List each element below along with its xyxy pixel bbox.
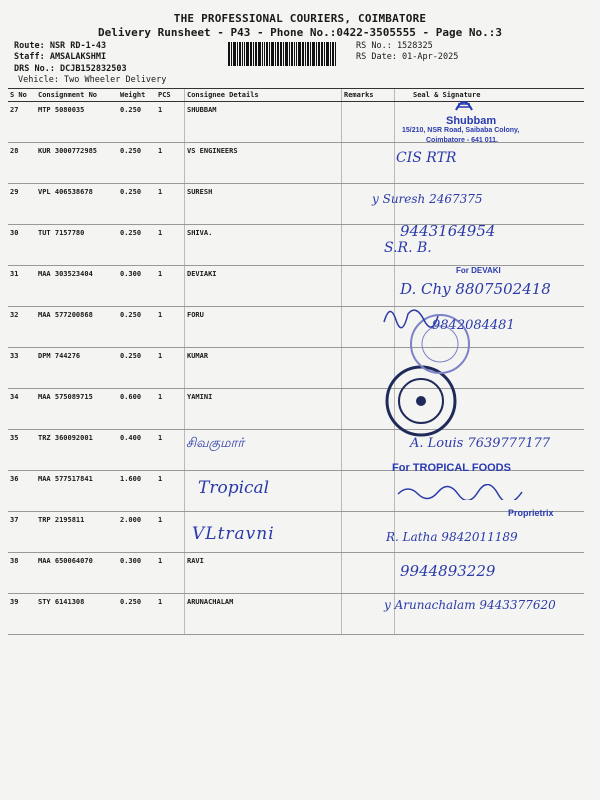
table-header-row [8, 89, 584, 102]
handwritten-name-37: VLtravni [192, 524, 275, 544]
cell-sno: 27 [8, 102, 36, 143]
cell-sno: 34 [8, 389, 36, 430]
handwritten-sig-28: CIS RTR [396, 150, 457, 166]
cell-pcs: 1 [156, 225, 185, 266]
table-row [8, 348, 584, 389]
cell-pcs: 1 [156, 430, 185, 471]
handwritten-sig-30b: S.R. B. [384, 240, 432, 256]
cell-sno: 38 [8, 553, 36, 594]
cell-weight: 0.250 [118, 225, 156, 266]
devaki-stamp: For DEVAKI [456, 266, 501, 275]
cell-weight: 0.250 [118, 348, 156, 389]
cell-sno: 32 [8, 307, 36, 348]
shubbam-stamp-address1: 15/210, NSR Road, Saibaba Colony, [402, 127, 520, 134]
cell-sno: 28 [8, 143, 36, 184]
cell-consignment: MAA 577200868 [36, 307, 118, 348]
cell-sno: 31 [8, 266, 36, 307]
cell-consignee: SHUBBAM [185, 102, 342, 143]
cell-weight: 2.000 [118, 512, 156, 553]
cell-weight: 0.250 [118, 307, 156, 348]
cell-remarks [342, 143, 395, 184]
cell-consignee: ARUNACHALAM [185, 594, 342, 635]
handwritten-sig-38b: 9944893229 [400, 562, 496, 580]
cell-weight: 0.250 [118, 594, 156, 635]
runsheet-table [8, 88, 584, 635]
cell-remarks [342, 102, 395, 143]
cell-consignee: VS ENGINEERS [185, 143, 342, 184]
cell-consignment: MAA 650064070 [36, 553, 118, 594]
cell-pcs: 1 [156, 471, 185, 512]
rs-date: RS Date: 01-Apr-2025 [356, 52, 459, 62]
cell-weight: 0.300 [118, 553, 156, 594]
handwritten-sig-31: D. Chy 8807502418 [400, 280, 551, 298]
handwritten-name-35: சிவகுமார் [186, 436, 245, 451]
cell-consignee: RAVI [185, 553, 342, 594]
vehicle-label: Vehicle: Two Wheeler Delivery [18, 75, 167, 85]
col-pcs: PCS [156, 89, 185, 102]
cell-consignee: FORU [185, 307, 342, 348]
cell-weight: 0.250 [118, 143, 156, 184]
cell-consignment: STY 6141308 [36, 594, 118, 635]
table-row [8, 553, 584, 594]
col-weight: Weight [118, 89, 156, 102]
proprietor-stamp: Proprietrix [508, 508, 554, 518]
cell-pcs: 1 [156, 143, 185, 184]
cell-consignee: YAMINI [185, 389, 342, 430]
signature-scribble-36 [396, 484, 526, 500]
table-row [8, 184, 584, 225]
cell-sno: 33 [8, 348, 36, 389]
rs-number: RS No.: 1528325 [356, 41, 433, 51]
cell-consignee: KUMAR [185, 348, 342, 389]
cell-remarks [342, 553, 395, 594]
cell-sno: 39 [8, 594, 36, 635]
handwritten-sig-38: R. Latha 9842011189 [386, 530, 518, 544]
col-seal-signature: Seal & Signature [395, 89, 585, 102]
col-remarks: Remarks [342, 89, 395, 102]
barcode [228, 42, 346, 66]
handwritten-sig-35: A. Louis 7639777177 [410, 436, 551, 451]
cell-consignee: DEVIAKI [185, 266, 342, 307]
cell-consignment: TRP 2195811 [36, 512, 118, 553]
cell-weight: 0.250 [118, 184, 156, 225]
cell-pcs: 1 [156, 512, 185, 553]
signature-scribble-32 [380, 300, 440, 330]
cell-consignment: KUR 3000772985 [36, 143, 118, 184]
cell-pcs: 1 [156, 307, 185, 348]
cell-sno: 29 [8, 184, 36, 225]
table-row [8, 389, 584, 430]
cell-weight: 1.600 [118, 471, 156, 512]
shubbam-logo [452, 92, 476, 114]
cell-consignment: MAA 577517841 [36, 471, 118, 512]
cell-consignment: MTP 5080035 [36, 102, 118, 143]
cell-pcs: 1 [156, 594, 185, 635]
staff-label: Staff: AMSALAKSHMI [14, 52, 107, 62]
handwritten-sig-30: 9443164954 [400, 222, 496, 240]
col-consignee: Consignee Details [185, 89, 342, 102]
table-row [8, 225, 584, 266]
cell-pcs: 1 [156, 553, 185, 594]
cell-weight: 0.300 [118, 266, 156, 307]
cell-consignment: DPM 744276 [36, 348, 118, 389]
cell-consignment: VPL 406538678 [36, 184, 118, 225]
handwritten-sig-29: y Suresh 2467375 [372, 192, 483, 206]
cell-consignment: MAA 303523404 [36, 266, 118, 307]
cell-weight: 0.250 [118, 102, 156, 143]
cell-sno: 37 [8, 512, 36, 553]
cell-consignee: SURESH [185, 184, 342, 225]
cell-pcs: 1 [156, 102, 185, 143]
shubbam-stamp-address2: Coimbatore - 641 011. [426, 137, 498, 144]
cell-pcs: 1 [156, 184, 185, 225]
shubbam-stamp-name: Shubbam [446, 115, 497, 127]
table-row [8, 143, 584, 184]
col-consignment: Consignment No [36, 89, 118, 102]
cell-weight: 0.600 [118, 389, 156, 430]
cell-pcs: 1 [156, 348, 185, 389]
cell-consignment: TUT 7157780 [36, 225, 118, 266]
cell-sno: 30 [8, 225, 36, 266]
route-label: Route: NSR RD-1-43 [14, 41, 107, 51]
cell-pcs: 1 [156, 266, 185, 307]
cell-pcs: 1 [156, 389, 185, 430]
company-title: THE PROFESSIONAL COURIERS, COIMBATORE [173, 12, 427, 25]
handwritten-sig-39: y Arunachalam 9443377620 [384, 598, 556, 612]
cell-consignment: MAA 575089715 [36, 389, 118, 430]
tropical-stamp: For TROPICAL FOODS [392, 462, 511, 474]
runsheet-rows [8, 102, 584, 635]
handwritten-sig-33: 9842084481 [432, 318, 515, 333]
cell-consignee: SHIVA. [185, 225, 342, 266]
cell-sno: 35 [8, 430, 36, 471]
handwritten-name-36: Tropical [198, 478, 270, 498]
cell-sno: 36 [8, 471, 36, 512]
cell-weight: 0.400 [118, 430, 156, 471]
runsheet-subtitle: Delivery Runsheet - P43 - Phone No.:0422-3505555 - Page No.:3 [98, 26, 502, 39]
drs-label: DRS No.: DCJB152832503 [14, 64, 127, 74]
cell-remarks [342, 471, 395, 512]
col-sno: S No [8, 89, 36, 102]
cell-consignment: TRZ 360092001 [36, 430, 118, 471]
